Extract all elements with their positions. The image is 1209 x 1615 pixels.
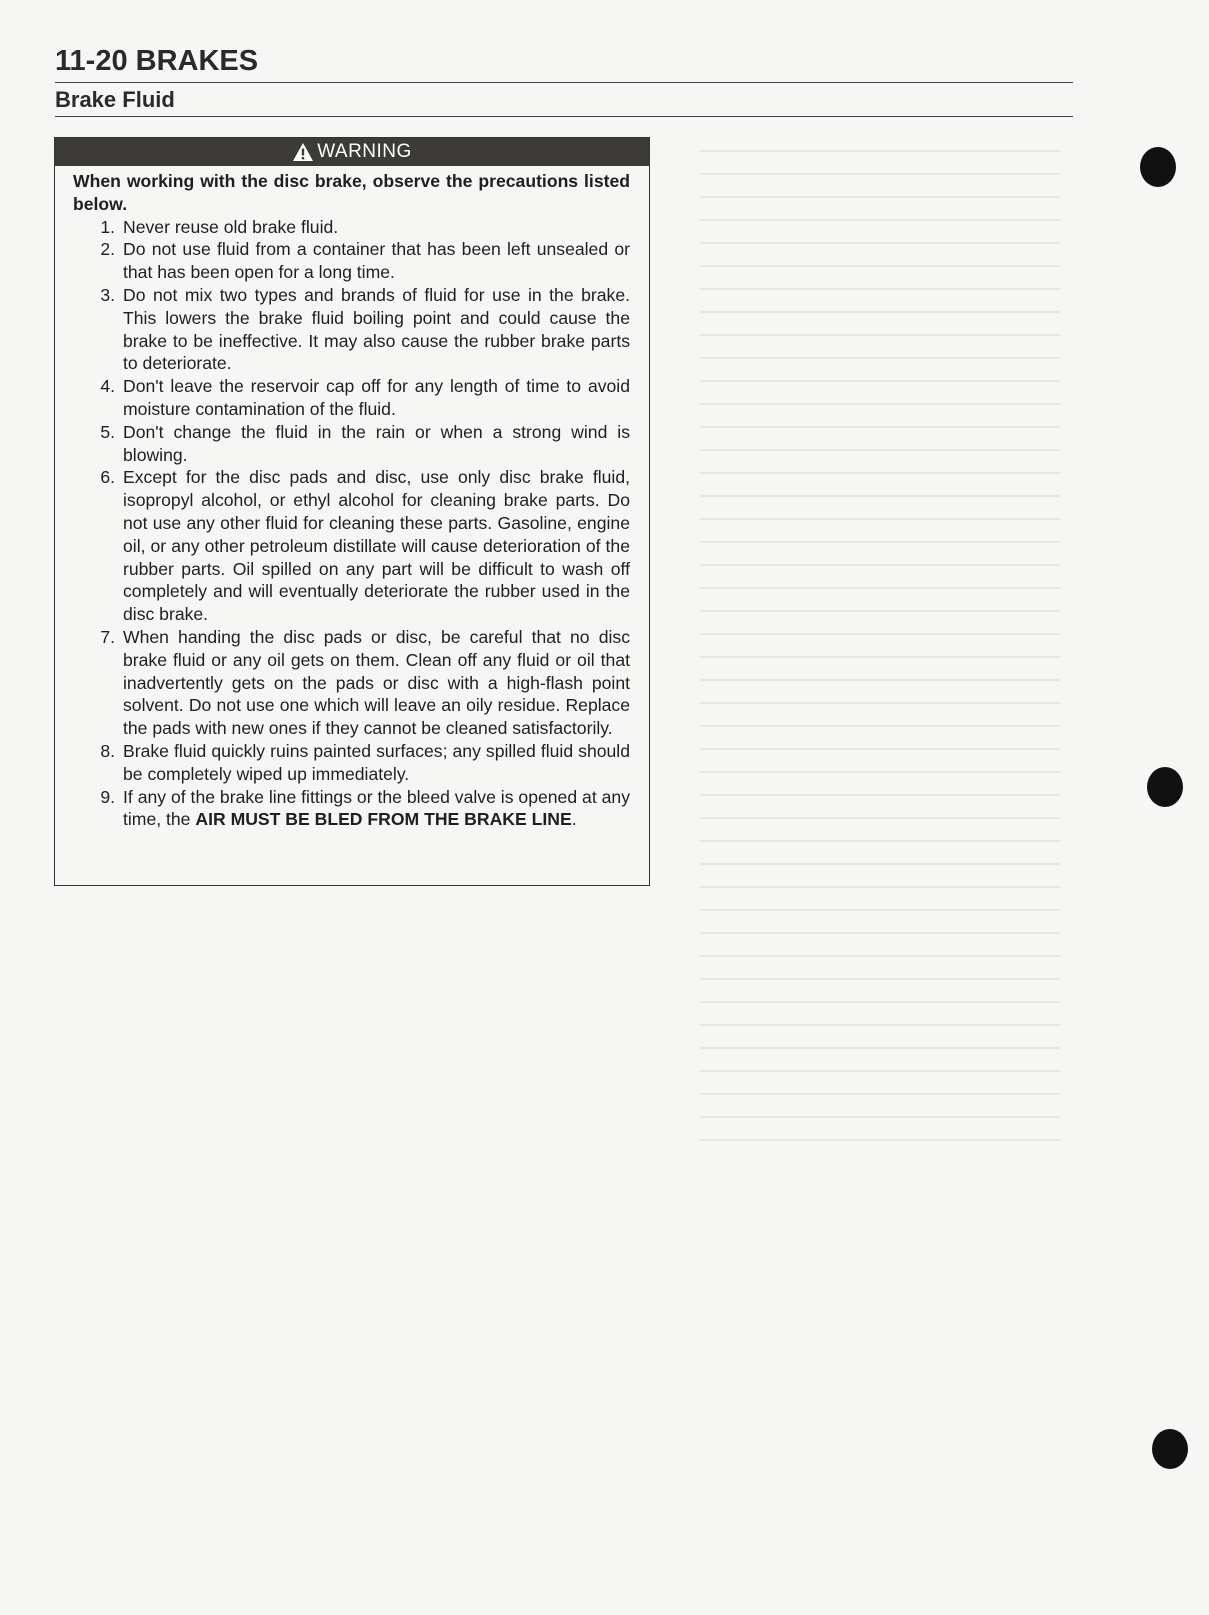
item-number: 9. [100, 786, 115, 807]
list-item [73, 740, 630, 786]
item-text: Brake fluid quickly ruins painted surfaces; any spilled fluid should be completely wiped up immediately. [123, 740, 630, 784]
item-number: 4. [100, 376, 115, 397]
item-text: Never reuse old brake fluid. [123, 216, 339, 237]
item-number: 3. [100, 284, 115, 305]
binder-hole-bottom [1152, 1429, 1188, 1469]
item-number: 2. [100, 239, 115, 260]
list-item [73, 421, 630, 467]
item-text: Except for the disc pads and disc, use only disc brake fluid, isopropyl alcohol, or ethyl alcohol for cleaning brake parts. Do not use any other fluid for cleaning these parts. Gasoline, engine oil, or any other petroleum distillate will cause deterioration of the rubber parts. Oil spilled on any part will be difficult to wash off completely and will eventually deteriorate the rubber used in the disc brake. [123, 467, 630, 625]
header-rule [55, 82, 1073, 83]
subsection-title: Brake Fluid [55, 87, 175, 112]
bleed-through-shadow [700, 150, 1060, 1150]
warning-intro: When working with the disc brake, observe the precautions listed below. [73, 171, 630, 214]
item-text: Do not use fluid from a container that has been left unsealed or that has been open for a long time. [123, 239, 630, 283]
list-item [73, 284, 630, 375]
warning-label: WARNING [317, 141, 412, 162]
item-text: When handing the disc pads or disc, be careful that no disc brake fluid or any oil gets on them. Clean off any fluid or oil that inadvertently gets on the pads or disc with a high-flash point solvent. Do not use one which will leave an oily residue. Replace the pads with new ones if they cannot be cleaned satisfactorily. [123, 626, 630, 739]
binder-hole-middle [1147, 767, 1183, 807]
list-item [73, 216, 630, 239]
subheader-rule [55, 116, 1073, 117]
item-text: Do not mix two types and brands of fluid for use in the brake. This lowers the brake fluid boiling point and could cause the brake to be ineffective. It may also cause the rubber brake parts to deteriorate. [123, 284, 630, 374]
item-text: Don't change the fluid in the rain or when a strong wind is blowing. [123, 421, 630, 465]
list-item [73, 238, 630, 284]
page-header [55, 44, 1073, 112]
item-text-start: If any of the brake line fittings or the bleed valve is opened at any time, the [123, 786, 630, 830]
item-number: 7. [100, 626, 115, 647]
warning-box [54, 137, 650, 886]
section-title: 11-20 BRAKES [55, 45, 259, 77]
item-number: 1. [100, 216, 115, 237]
list-item [73, 786, 630, 832]
warning-header [55, 138, 649, 166]
binder-hole-top [1140, 147, 1176, 187]
item-text: Don't leave the reservoir cap off for any length of time to avoid moisture contamination of the fluid. [123, 376, 630, 419]
item-text-end: . [571, 809, 577, 830]
item-number: 5. [100, 421, 115, 442]
list-item [73, 626, 630, 740]
item-number: 6. [100, 467, 115, 488]
item-text [123, 786, 630, 832]
list-item [73, 375, 630, 421]
item-text-emphasis: AIR MUST BE BLED FROM THE BRAKE LINE [195, 809, 572, 830]
precaution-list [73, 216, 630, 832]
list-item [73, 466, 630, 626]
warning-triangle-icon [292, 142, 314, 162]
warning-body [55, 166, 649, 831]
item-number: 8. [100, 740, 115, 761]
